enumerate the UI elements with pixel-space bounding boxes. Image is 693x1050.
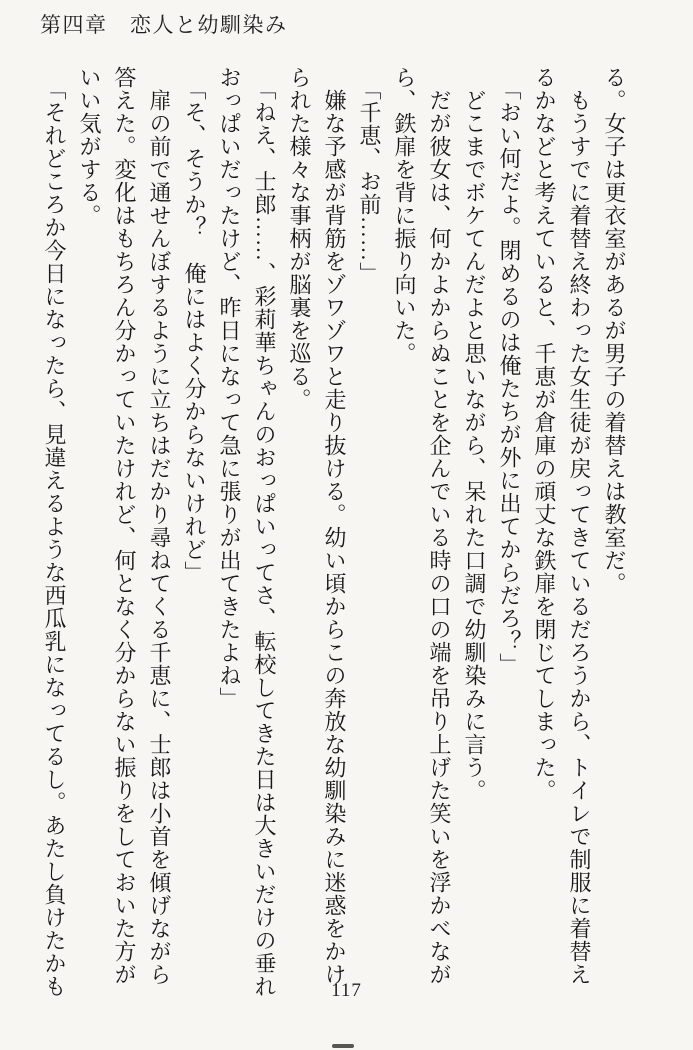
text-line: もうすでに着替え終わった女生徒が戻ってきているだろうから、トイレで制服に着替え xyxy=(567,66,592,986)
text-line: いい気がする。 xyxy=(77,66,102,227)
text-line: 「おい何だよ。閉めるのは俺たちが外に出てからだろ？」 xyxy=(497,66,522,676)
text-line: だが彼女は、何かよからぬことを企んでいる時の口の端を吊り上げた笑いを浮かべなが xyxy=(427,66,452,986)
text-line: る。女子は更衣室があるが男子の着替えは教室だ。 xyxy=(602,66,627,595)
text-line: 「千恵、お前……」 xyxy=(357,66,382,285)
text-line: るかなどと考えていると、千恵が倉庫の頑丈な鉄扉を閉じてしまった。 xyxy=(532,66,557,802)
text-line: られた様々な事柄が脳裏を巡る。 xyxy=(287,66,312,411)
scan-artifact xyxy=(332,1044,354,1048)
chapter-title: 第四章 恋人と幼馴染み xyxy=(40,13,288,37)
text-line: 「そ、そうか？ 俺にはよく分からないけれど」 xyxy=(182,66,207,584)
text-body xyxy=(37,66,632,1014)
text-line: 嫌な予感が背筋をゾワゾワと走り抜ける。幼い頃からこの奔放な幼馴染みに迷惑をかけ xyxy=(322,66,347,986)
text-line: 扉の前で通せんぼするように立ちはだかり尋ねてくる千恵に、士郎は小首を傾げながら xyxy=(147,66,172,986)
page-number: 117 xyxy=(331,980,362,1001)
text-line: 「ねえ、士郎……、彩莉華ちゃんのおっぱいってさ、転校してきた日は大きいだけの垂れ xyxy=(252,66,277,998)
text-line: どこまでボケてんだよと思いながら、呆れた口調で幼馴染みに言う。 xyxy=(462,66,487,802)
text-line: 答えた。変化はもちろん分かっていたけれど、何となく分からない振りをしておいた方が xyxy=(112,66,137,986)
text-line: 「それどころか今日になったら、見違えるような西瓜乳になってるし。あたし負けたかも xyxy=(42,66,67,998)
text-line: ら、鉄扉を背に振り向いた。 xyxy=(392,66,417,365)
text-line: おっぱいだったけど、昨日になって急に張りが出てきたよね」 xyxy=(217,66,242,710)
